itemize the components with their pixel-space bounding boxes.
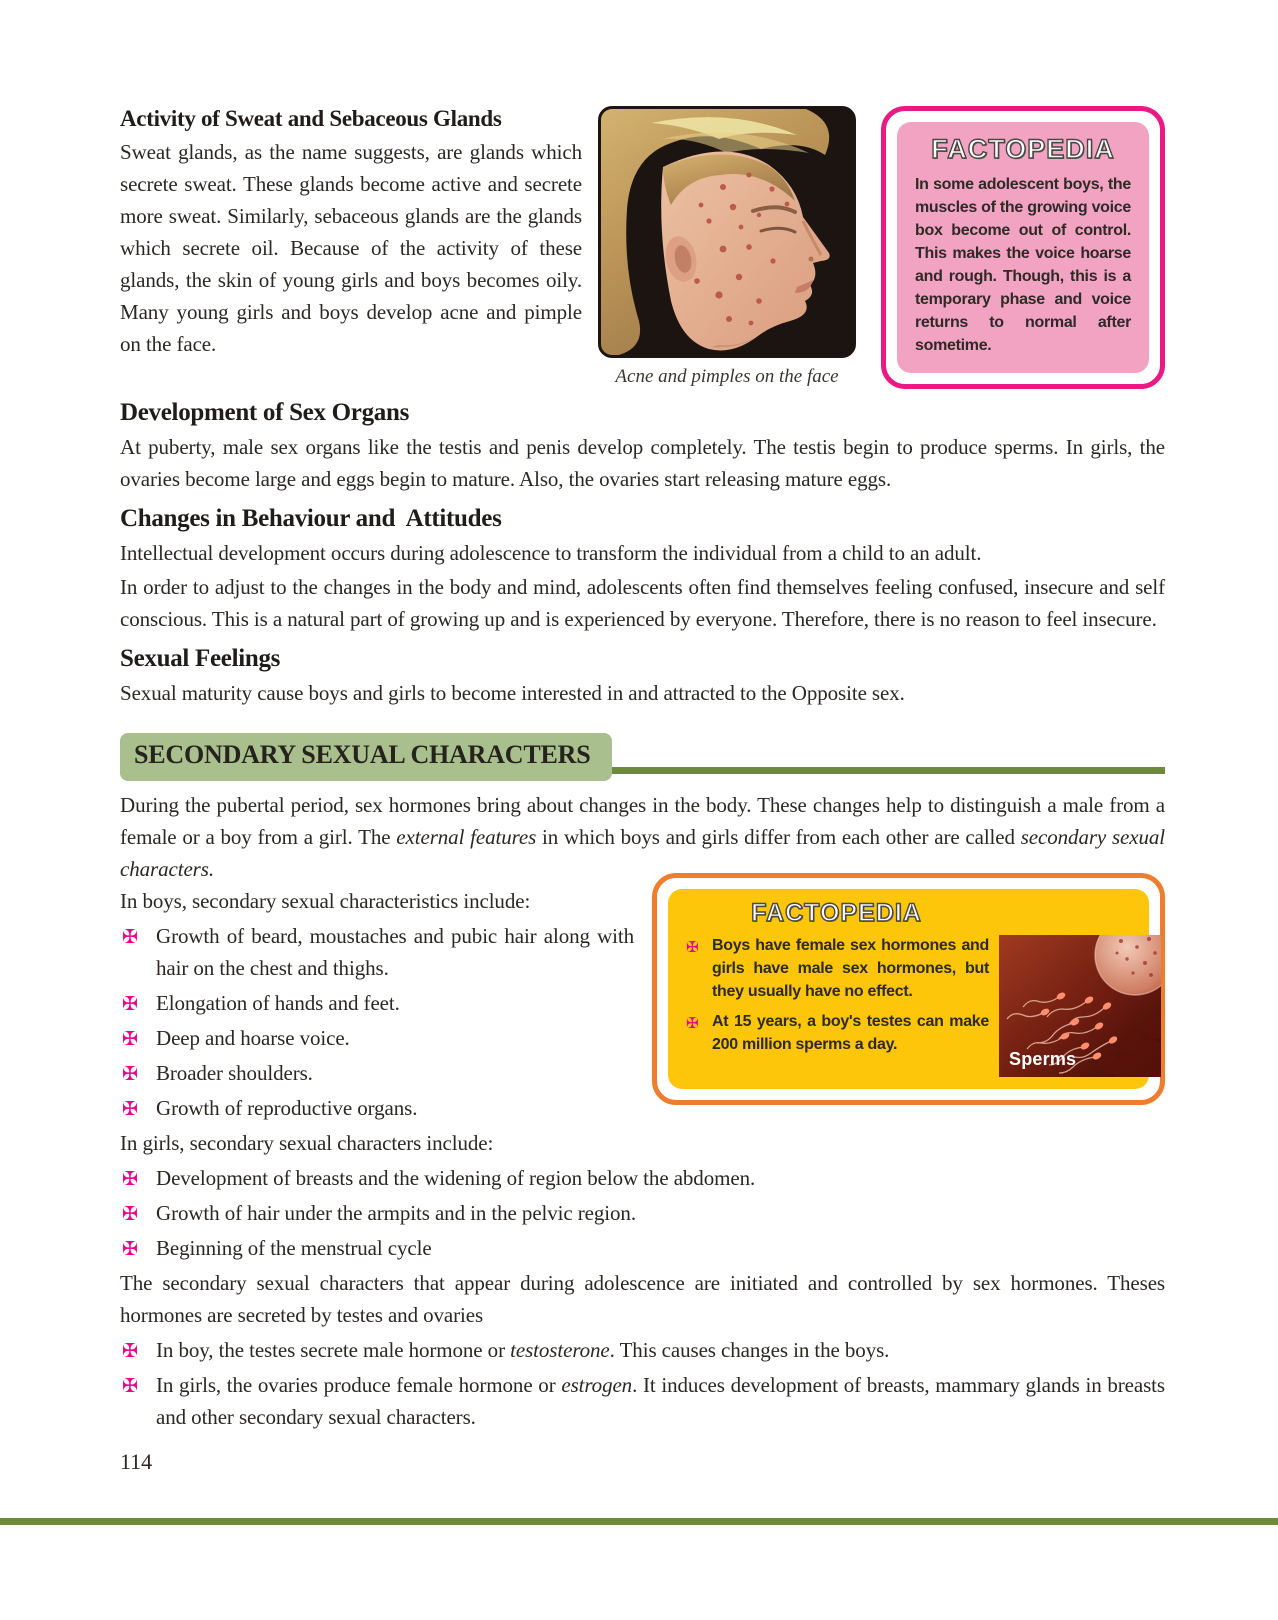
hormone-item-post: . This causes changes in the boys. [609,1338,890,1362]
hormone-item-pre: In girls, the ovaries produce female hormone or [156,1373,562,1397]
girls-item-text: Growth of hair under the armpits and in the pelvic region. [156,1201,636,1225]
secondary-intro-paragraph [120,789,1165,885]
intro-text-1: During the pubertal period, sex hormones bring about changes in the body. These changes help to distinguish a male from a female or a boy from a girl. The [120,793,1165,849]
sperms-image-label: Sperms [1009,1049,1077,1069]
hormones-paragraph: The secondary sexual characters that appear during adolescence are initiated and controlled by sex hormones. Theses hormones are secreted by testes and ovaries [120,1271,1165,1327]
boys-list [120,920,1165,1124]
boys-item-text: Growth of reproductive organs. [156,1096,418,1120]
hormone-item-term: testosterone [510,1338,610,1362]
cross-bullet-icon: ✠ [122,1063,138,1085]
acne-figure-caption: Acne and pimples on the face [615,366,839,387]
cross-bullet-icon: ✠ [122,1098,138,1120]
hormone-item-post: . It induces development of breasts, mammary glands in breasts and other secondary sexual characters. [156,1373,1165,1429]
sweat-glands-heading: Activity of Sweat and Sebaceous Glands [120,106,502,131]
hormone-item-term: estrogen [561,1373,633,1397]
page-bottom-rule [0,1518,1278,1525]
behaviour-paragraph-1: Intellectual development occurs during adolescence to transform the individual from a child to an adult. [120,541,982,565]
cross-bullet-icon: ✠ [122,1340,138,1362]
behaviour-heading: Changes in Behaviour and Attitudes [120,505,502,532]
boys-list-item [120,987,1165,1019]
cross-bullet-icon: ✠ [122,926,138,948]
boys-item-text: Broader shoulders. [156,1061,313,1085]
facto-item-text: At 15 years, a boy's testes can make 200 million sperms a day. [712,1013,989,1053]
hormone-item-pre: In boy, the testes secrete male hormone or [156,1338,511,1362]
boys-list-item [120,1022,1165,1054]
cross-bullet-icon: ✠ [122,1168,138,1190]
girls-list-item [120,1162,1165,1194]
cross-bullet-icon: ✠ [122,1028,138,1050]
factopedia-voice-box [881,106,1165,389]
hormones-list-item [120,1334,1165,1366]
boys-list-item [120,920,1165,984]
cross-bullet-icon: ✠ [122,1375,138,1397]
intro-italic-2: secondary sexual characters. [120,825,1166,881]
girls-item-text: Beginning of the menstrual cycle [156,1236,432,1260]
factopedia-hormones-title: FACTOPEDIA [751,899,922,927]
girls-list [120,1162,1165,1264]
sex-organs-heading: Development of Sex Organs [120,399,409,426]
hormones-list-item [120,1369,1165,1433]
boys-list-item [120,1057,1165,1089]
factopedia-voice-title: FACTOPEDIA [931,134,1115,164]
hormones-list [120,1334,1165,1433]
intro-text-2: in which boys and girls differ from each other are called [536,825,1021,849]
factopedia-voice-inner [897,122,1149,373]
sexual-feelings-paragraph: Sexual maturity cause boys and girls to become interested in and attracted to the Opposite sex. [120,681,905,705]
acne-figure [598,106,856,388]
sex-organs-paragraph: At puberty, male sex organs like the testis and penis develop completely. The testis begin to produce sperms. In girls, the ovaries become large and eggs begin to mature. Also, the ovaries start releasing mature eggs. [120,435,1165,491]
cross-bullet-icon: ✠ [122,1203,138,1225]
sweat-glands-section [120,106,582,360]
boys-item-text: Deep and hoarse voice. [156,1026,350,1050]
girls-list-item [120,1232,1165,1264]
girls-lead: In girls, secondary sexual characters include: [120,1131,494,1155]
girls-item-text: Development of breasts and the widening of region below the abdomen. [156,1166,756,1190]
behaviour-paragraph-2: In order to adjust to the changes in the body and mind, adolescents often find themselves feeling confused, insecure and self conscious. This is a natural part of growing up and is experienced by everyone. Therefore, there is no reason to feel insecure. [120,575,1165,631]
section-banner: SECONDARY SEXUAL CHARACTERS [120,733,612,781]
facto-item-text: Boys have female sex hormones and girls have male sex hormones, but they usually have no effect. [712,937,989,1000]
page-number: 114 [120,1449,153,1474]
cross-bullet-icon: ✠ [686,938,699,956]
factopedia-voice-body: In some adolescent boys, the muscles of the growing voice box become out of control. This makes the voice hoarse and rough. Though, this is a temporary phase and voice returns to normal after sometime. [915,176,1131,354]
girls-list-item [120,1197,1165,1229]
intro-italic-1: external features [396,825,537,849]
boys-item-text: Elongation of hands and feet. [156,991,400,1015]
cross-bullet-icon: ✠ [686,1014,699,1032]
boys-list-item [120,1092,1165,1124]
acne-face-image [598,106,856,358]
acne-face-illustration [601,109,853,355]
cross-bullet-icon: ✠ [122,1238,138,1260]
section-banner-row [120,733,1165,779]
cross-bullet-icon: ✠ [122,993,138,1015]
boys-item-text: Growth of beard, moustaches and pubic hair along with hair on the chest and thighs. [156,924,634,980]
sweat-glands-paragraph: Sweat glands, as the name suggests, are glands which secrete sweat. These glands become active and secrete more sweat. Similarly, sebaceous glands are the glands which secrete oil. Because of the activity of these glands, the skin of young girls and boys becomes oily. Many young girls and boys develop acne and pimple on the face. [120,140,582,356]
sexual-feelings-heading: Sexual Feelings [120,645,281,672]
boys-lead: In boys, secondary sexual characteristics include: [120,889,531,913]
top-row [120,0,1165,389]
